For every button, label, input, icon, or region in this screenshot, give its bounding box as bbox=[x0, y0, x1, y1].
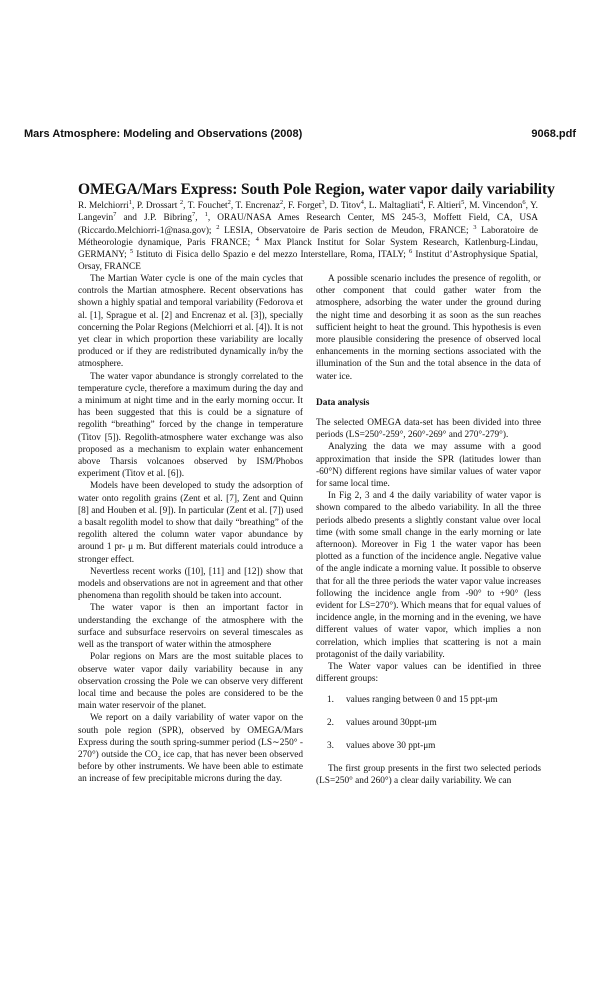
author-affiliations: R. Melchiorri$^1$, P. Drossart $^2$, T. Fouchet$^2$, T. Encrenaz$^2$, F. Forget$^3$, D. Titov$^4$, L. Maltagliati$^4$, F. Altieri$^5$, M. Vincendon$^6$, Y. Langevin$^7$ and J.P. Bibring$^7$, $^1$, ORAU/NASA Ames Research Center, MS 245-3, Moffett Field, CA, USA (Riccardo.Melchiorri-1@nasa.gov); $^2$ LESIA, Observatoire de Paris section de Meudon, FRANCE; $^3$ Laboratoire de Métheorologie dynamique, Paris FRANCE; $^4$ Max Planck Institut for Solar System Research, Katlenburg-Lindau, GERMANY; $^5$ Istituto di Fisica dello Spazio e del mezzo Interstellare, Roma, ITALY; $^6$ Institut d’Astrophysique Spatial, Orsay, FRANCE bbox=[78, 198, 538, 273]
section-heading: Data analysis bbox=[316, 397, 370, 408]
groups-list bbox=[316, 694, 541, 753]
paragraph: Polar regions on Mars are the most suitable places to observe water vapor daily variability because in any observation crossing the Pole we can observe very different local time and because the poles are considered to be the main water reservoir of the planet. bbox=[78, 652, 303, 712]
list-item: 1. values ranging between 0 and 15 ppt-μm bbox=[327, 694, 498, 705]
paragraph: Analyzing the data we may assume with a good approximation that inside the SPR (latitudes lower than -60°N) different regions have similar values of water vapor for same local time. bbox=[316, 442, 541, 490]
paragraph: We report on a daily variability of water vapor on the south pole region (SPR), observed by OMEGA/Mars Express during the south spring-summer period (LS∼250° - 270°) outside the $CO_2$ ice cap, that has never been observed before by other instruments. We have been able to estimate an increase of few precipitable microns during the day. bbox=[78, 713, 303, 785]
paragraph: A possible scenario includes the presence of regolith, or other component that could gather water from the atmosphere, adsorbing the water under the ground during the night time and desorbing it as soon as the sun reaches sufficient height to heat the ground. This hypothesis is even more plausible considering the presence of observed local enhancements in the morning sections associated with the illumination of the Sun and the total absence in the data of water ice. bbox=[316, 274, 541, 382]
paragraph: In Fig 2, 3 and 4 the daily variability of water vapor is shown compared to the albedo variability. In all the three periods albedo presents a slightly constant value over local time (with some small change in the early morning or late afternoon). Moreover in Fig 1 the water vapor has been plotted as a function of the incidence angle. Negative value of the angle indicate a morning value. It possible to observe that for all the three periods the water vapor value increases following the incidence angle from -90° to +90° (less evident for LS=270°). Which means that for equal values of incidence angle, in the morning and in the evening, we have different values of water vapor, which implies a non correlation, which implies that scattering is not a main protagonist of the daily variability. bbox=[316, 491, 541, 660]
paragraph: The selected OMEGA data-set has been divided into three periods (LS=250°-259°, 260°-269° and 270°-279°). bbox=[316, 418, 541, 441]
list-item: 2. values around 30ppt-μm bbox=[327, 717, 437, 728]
paragraph: Models have been developed to study the adsorption of water onto regolith grains (Zent et al. [7], Zent and Quinn [8] and Houben et al. [9]). In particular (Zent et al. [7]) used a basalt regolith model to show that daily “breathing” of the regolith altered the column water vapor abundance by around 1 pr- μ m. But different materials could introduce a stronger effect. bbox=[78, 481, 303, 565]
paragraph: The water vapor is then an important factor in understanding the exchange of the atmosphere with the surface and subsurface reservoirs on several timescales as well as the transport of water within the atmosphere bbox=[78, 603, 303, 651]
running-header bbox=[24, 128, 576, 142]
left-column bbox=[78, 273, 303, 786]
right-column bbox=[316, 273, 541, 788]
paragraph: The Water vapor values can be identified in three different groups: bbox=[316, 662, 541, 685]
paragraph: The water vapor abundance is strongly correlated to the temperature cycle, therefore a maximum during the day and a minimum at night time and in the early morning occur. It has been suggested that this is could be a signature of regolith “breathing” forced by the change in temperature (Titov [5]). Regolith-atmosphere water exchange was also proposed as a mechanism to explain water enhancement above Tharsis volcanoes observed by ISM/Phobos experiment (Titov et al. [6]). bbox=[78, 371, 303, 480]
paragraph: Nevertless recent works ([10], [11] and [12]) show that models and observations are not in agreement and that other phenomena than regolith should be taken into account. bbox=[78, 566, 303, 602]
list-item: 3. values above 30 ppt-μm bbox=[327, 740, 436, 751]
journal-name: Mars Atmosphere: Modeling and Observations (2008) bbox=[24, 128, 303, 140]
file-name: 9068.pdf bbox=[531, 128, 576, 140]
paragraph: The first group presents in the first two selected periods (LS=250° and 260°) a clear daily variability. We can bbox=[316, 764, 541, 787]
paper-title: OMEGA/Mars Express: South Pole Region, water vapor daily variability bbox=[78, 181, 555, 198]
paragraph: The Martian Water cycle is one of the main cycles that controls the Martian atmosphere. Recent observations has shown a highly spatial and temporal variability (Fedorova et al. [1], Sprague et al. [2] and Encrenaz et al. [3]), specially concerning the Polar Regions (Melchiorri et al. [4]). It is not yet clear in which proportion these variability are locally produced or if they are redistributed dynamically in/by the atmosphere. bbox=[78, 274, 303, 370]
